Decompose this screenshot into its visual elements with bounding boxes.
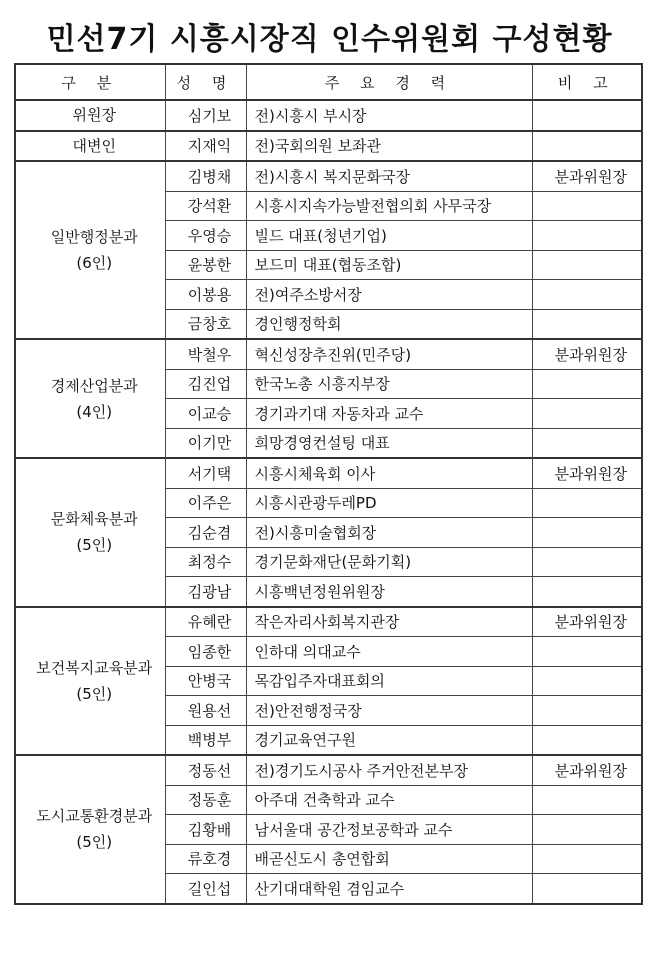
page-title: 민선7기 시흥시장직 인수위원회 구성현황 [46, 22, 613, 57]
category-label: 경제산업분과 [50, 376, 138, 395]
career-cell: 전)경기도시공사 주거안전본부장 [246, 755, 532, 785]
career-cell: 한국노총 시흥지부장 [246, 369, 532, 399]
career-cell: 혁신성장추진위(민주당) [246, 339, 532, 369]
category-cell [15, 339, 165, 458]
name-cell: 지재익 [165, 131, 246, 162]
header-category: 구 분 [15, 64, 165, 100]
name-cell: 금창호 [165, 309, 246, 339]
career-cell: 산기대대학원 겸임교수 [246, 874, 532, 904]
header-career: 주 요 경 력 [246, 64, 532, 100]
note-cell [532, 309, 642, 339]
name-cell: 강석환 [165, 191, 246, 221]
name-cell: 정동훈 [165, 785, 246, 815]
note-cell [532, 428, 642, 458]
name-cell: 유혜란 [165, 607, 246, 637]
category-label: 도시교통환경분과 [36, 807, 153, 826]
career-cell: 인하대 의대교수 [246, 637, 532, 667]
note-cell [532, 785, 642, 815]
note-cell [532, 399, 642, 429]
name-cell: 임종한 [165, 637, 246, 667]
note-cell [532, 815, 642, 845]
career-cell: 전)안전행정국장 [246, 696, 532, 726]
career-cell: 전)시흥시 복지문화국장 [246, 161, 532, 191]
table-row [15, 131, 642, 162]
name-cell: 김병채 [165, 161, 246, 191]
category-label: 대변인 [72, 136, 116, 155]
header-name: 성 명 [165, 64, 246, 100]
name-cell: 길인섭 [165, 874, 246, 904]
table-row [15, 755, 642, 785]
name-cell: 이주은 [165, 488, 246, 518]
name-cell: 류호경 [165, 844, 246, 874]
note-cell [532, 131, 642, 162]
name-cell: 이기만 [165, 428, 246, 458]
career-cell: 경기문화재단(문화기획) [246, 547, 532, 577]
table-row [15, 100, 642, 131]
name-cell: 백병부 [165, 725, 246, 755]
name-cell: 우영승 [165, 221, 246, 251]
category-cell [15, 755, 165, 904]
name-cell: 윤봉한 [165, 250, 246, 280]
note-cell [532, 100, 642, 131]
category-label: 일반행정분과 [50, 228, 138, 246]
note-cell: 분과위원장 [532, 339, 642, 369]
note-cell [532, 577, 642, 607]
career-cell: 경기과기대 자동차과 교수 [246, 399, 532, 429]
name-cell: 서기택 [165, 458, 246, 488]
name-cell: 안병국 [165, 666, 246, 696]
note-cell [532, 250, 642, 280]
career-cell: 전)국회의원 보좌관 [246, 131, 532, 162]
category-cell [15, 607, 165, 756]
note-cell: 분과위원장 [532, 607, 642, 637]
note-cell [532, 666, 642, 696]
category-count: (5인) [76, 536, 113, 555]
table-row [15, 607, 642, 637]
note-cell [532, 547, 642, 577]
career-cell: 시흥시체육회 이사 [246, 458, 532, 488]
career-cell: 남서울대 공간정보공학과 교수 [246, 815, 532, 845]
career-cell: 시흥백년정원위원장 [246, 577, 532, 607]
career-cell: 보드미 대표(협동조합) [246, 250, 532, 280]
category-count: (6인) [76, 254, 113, 272]
career-cell: 경기교육연구원 [246, 725, 532, 755]
career-cell: 빌드 대표(청년기업) [246, 221, 532, 251]
note-cell [532, 488, 642, 518]
note-cell [532, 280, 642, 310]
name-cell: 이교승 [165, 399, 246, 429]
note-cell [532, 191, 642, 221]
note-cell [532, 844, 642, 874]
note-cell [532, 637, 642, 667]
category-cell [15, 100, 165, 131]
committee-table [14, 63, 643, 905]
note-cell [532, 369, 642, 399]
note-cell [532, 874, 642, 904]
name-cell: 김광남 [165, 577, 246, 607]
career-cell: 배곧신도시 총연합회 [246, 844, 532, 874]
category-cell [15, 131, 165, 162]
name-cell: 박철우 [165, 339, 246, 369]
career-cell: 전)여주소방서장 [246, 280, 532, 310]
note-cell [532, 518, 642, 548]
category-count: (5인) [76, 684, 113, 703]
career-cell: 희망경영컨설팅 대표 [246, 428, 532, 458]
career-cell: 전)시흥시 부시장 [246, 100, 532, 131]
category-cell [15, 458, 165, 607]
category-cell [15, 161, 165, 339]
table-body [15, 100, 642, 904]
table-row [15, 458, 642, 488]
name-cell: 김진업 [165, 369, 246, 399]
note-cell [532, 221, 642, 251]
career-cell: 전)시흥미술협회장 [246, 518, 532, 548]
name-cell: 이봉용 [165, 280, 246, 310]
career-cell: 작은자리사회복지관장 [246, 607, 532, 637]
name-cell: 정동선 [165, 755, 246, 785]
career-cell: 경인행정학회 [246, 309, 532, 339]
category-label: 문화체육분과 [50, 510, 138, 529]
career-cell: 아주대 건축학과 교수 [246, 785, 532, 815]
career-cell: 시흥시관광두레PD [246, 488, 532, 518]
name-cell: 최정수 [165, 547, 246, 577]
name-cell: 원용선 [165, 696, 246, 726]
table-row [15, 339, 642, 369]
category-count: (4인) [76, 402, 113, 421]
category-count: (5인) [76, 833, 113, 852]
note-cell: 분과위원장 [532, 161, 642, 191]
category-label: 보건복지교육분과 [36, 658, 153, 677]
category-label: 위원장 [72, 106, 116, 125]
note-cell: 분과위원장 [532, 755, 642, 785]
name-cell: 김황배 [165, 815, 246, 845]
name-cell: 김순겸 [165, 518, 246, 548]
name-cell: 심기보 [165, 100, 246, 131]
career-cell: 목감입주자대표회의 [246, 666, 532, 696]
career-cell: 시흥시지속가능발전협의회 사무국장 [246, 191, 532, 221]
header-note: 비 고 [532, 64, 642, 100]
note-cell: 분과위원장 [532, 458, 642, 488]
table-header-row [15, 64, 642, 100]
note-cell [532, 725, 642, 755]
table-row [15, 161, 642, 191]
note-cell [532, 696, 642, 726]
